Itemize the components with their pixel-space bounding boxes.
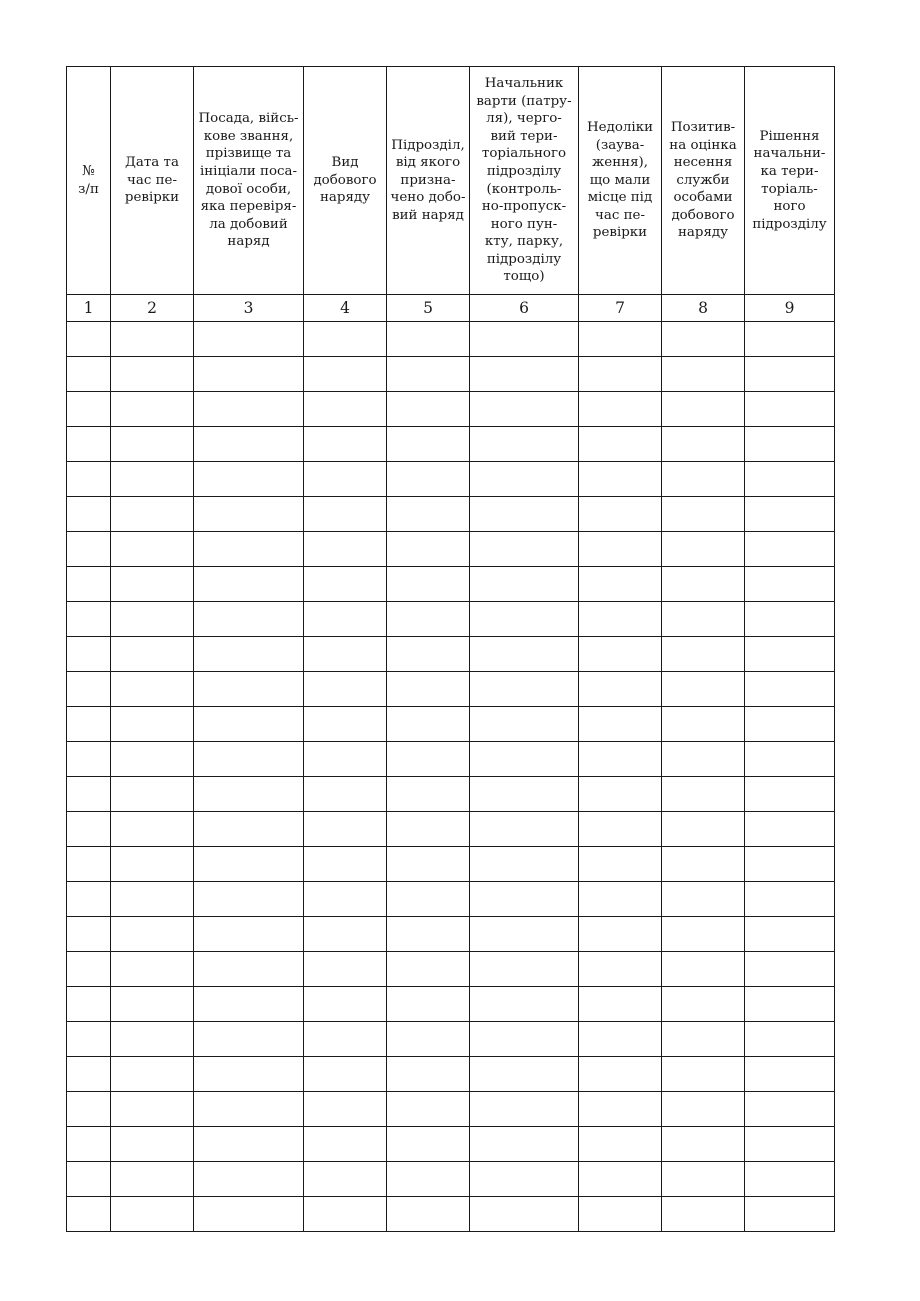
empty-entry-cell <box>111 812 194 847</box>
table-row <box>67 882 835 917</box>
empty-entry-cell <box>579 1057 662 1092</box>
empty-entry-cell <box>579 322 662 357</box>
empty-entry-cell <box>579 917 662 952</box>
empty-entry-cell <box>470 637 579 672</box>
header-cell-serial-number <box>67 67 111 295</box>
empty-entry-cell <box>745 637 835 672</box>
empty-entry-cell <box>194 462 304 497</box>
empty-entry-cell <box>470 427 579 462</box>
empty-entry-cell <box>111 1162 194 1197</box>
empty-entry-cell <box>194 707 304 742</box>
empty-entry-cell <box>470 1162 579 1197</box>
empty-entry-cell <box>470 1057 579 1092</box>
empty-entry-cell <box>67 742 111 777</box>
empty-entry-cell <box>111 917 194 952</box>
empty-entry-cell <box>387 427 470 462</box>
empty-entry-cell <box>67 637 111 672</box>
empty-entry-cell <box>67 1197 111 1232</box>
table-row <box>67 1197 835 1232</box>
empty-entry-cell <box>194 1162 304 1197</box>
header-cell-decision <box>745 67 835 295</box>
empty-entry-cell <box>662 532 745 567</box>
header-label: Вид добового наряду <box>313 155 377 206</box>
empty-entry-cell <box>67 1057 111 1092</box>
empty-entry-cell <box>470 357 579 392</box>
column-number: 3 <box>194 295 304 322</box>
column-number: 5 <box>387 295 470 322</box>
empty-entry-cell <box>111 322 194 357</box>
empty-entry-cell <box>579 1197 662 1232</box>
empty-entry-cell <box>745 742 835 777</box>
table-row <box>67 567 835 602</box>
header-label: Начальник варти (патру- ля), черго- вий тери- торіального підрозділу (контроль- но-пропуск- ного пун- кту, парку, підрозділу тощо) <box>476 75 572 285</box>
empty-entry-cell <box>304 1162 387 1197</box>
empty-entry-cell <box>745 777 835 812</box>
header-label: Недоліки (заува- ження), що мали місце під час пе- ревірки <box>587 119 653 241</box>
empty-entry-cell <box>304 1057 387 1092</box>
empty-entry-cell <box>662 882 745 917</box>
empty-entry-cell <box>304 602 387 637</box>
table-row <box>67 1127 835 1162</box>
table-row <box>67 497 835 532</box>
empty-entry-cell <box>745 952 835 987</box>
empty-entry-cell <box>194 1127 304 1162</box>
empty-entry-cell <box>304 322 387 357</box>
empty-entry-cell <box>67 322 111 357</box>
empty-entry-cell <box>579 357 662 392</box>
empty-entry-cell <box>745 1127 835 1162</box>
empty-entry-cell <box>304 987 387 1022</box>
empty-entry-cell <box>304 707 387 742</box>
empty-entry-cell <box>387 882 470 917</box>
empty-entry-cell <box>194 777 304 812</box>
empty-entry-cell <box>579 882 662 917</box>
empty-entry-cell <box>745 602 835 637</box>
empty-entry-cell <box>304 952 387 987</box>
empty-entry-cell <box>304 357 387 392</box>
empty-entry-cell <box>662 1057 745 1092</box>
empty-entry-cell <box>745 357 835 392</box>
empty-entry-cell <box>662 322 745 357</box>
empty-entry-cell <box>194 1022 304 1057</box>
column-number-row <box>67 295 835 322</box>
empty-entry-cell <box>470 847 579 882</box>
empty-entry-cell <box>304 742 387 777</box>
empty-entry-cell <box>745 672 835 707</box>
empty-entry-cell <box>67 357 111 392</box>
table-row <box>67 392 835 427</box>
column-number: 6 <box>470 295 579 322</box>
empty-entry-cell <box>662 952 745 987</box>
header-cell-unit <box>387 67 470 295</box>
empty-entry-cell <box>745 1057 835 1092</box>
column-number: 9 <box>745 295 835 322</box>
empty-entry-cell <box>67 882 111 917</box>
header-cell-guard-chief <box>470 67 579 295</box>
empty-entry-cell <box>111 1197 194 1232</box>
empty-entry-cell <box>304 882 387 917</box>
table-row <box>67 987 835 1022</box>
empty-entry-cell <box>745 707 835 742</box>
empty-entry-cell <box>470 567 579 602</box>
header-label: Дата та час пе- ревірки <box>124 155 180 206</box>
header-label: Позитив- на оцінка несення служби особами добового наряду <box>669 119 737 241</box>
empty-entry-cell <box>470 742 579 777</box>
empty-entry-cell <box>745 812 835 847</box>
empty-entry-cell <box>470 917 579 952</box>
empty-entry-cell <box>304 1092 387 1127</box>
empty-entry-cell <box>304 1127 387 1162</box>
empty-entry-cell <box>662 637 745 672</box>
empty-entry-cell <box>67 532 111 567</box>
empty-entry-cell <box>387 987 470 1022</box>
empty-entry-cell <box>387 777 470 812</box>
empty-entry-cell <box>745 917 835 952</box>
empty-entry-cell <box>67 567 111 602</box>
table-row <box>67 427 835 462</box>
empty-entry-cell <box>111 357 194 392</box>
empty-entry-cell <box>387 1022 470 1057</box>
empty-entry-cell <box>662 462 745 497</box>
empty-entry-cell <box>662 707 745 742</box>
empty-entry-cell <box>111 637 194 672</box>
empty-entry-cell <box>67 812 111 847</box>
empty-entry-cell <box>304 497 387 532</box>
empty-entry-cell <box>387 847 470 882</box>
table-row <box>67 1162 835 1197</box>
table-row <box>67 742 835 777</box>
empty-entry-cell <box>387 742 470 777</box>
empty-entry-cell <box>67 1127 111 1162</box>
empty-entry-cell <box>579 637 662 672</box>
empty-entry-cell <box>111 742 194 777</box>
empty-entry-cell <box>194 532 304 567</box>
empty-entry-cell <box>194 987 304 1022</box>
column-number: 4 <box>304 295 387 322</box>
empty-entry-cell <box>745 1092 835 1127</box>
empty-entry-cell <box>387 637 470 672</box>
empty-entry-cell <box>662 812 745 847</box>
empty-entry-cell <box>67 462 111 497</box>
empty-entry-cell <box>67 1092 111 1127</box>
empty-entry-cell <box>745 1197 835 1232</box>
empty-entry-cell <box>470 532 579 567</box>
table-row <box>67 532 835 567</box>
empty-entry-cell <box>111 567 194 602</box>
header-row <box>67 67 835 295</box>
empty-entry-cell <box>111 427 194 462</box>
empty-entry-cell <box>579 707 662 742</box>
empty-entry-cell <box>111 462 194 497</box>
empty-entry-cell <box>579 602 662 637</box>
empty-entry-cell <box>194 637 304 672</box>
empty-entry-cell <box>111 707 194 742</box>
empty-entry-cell <box>304 567 387 602</box>
column-number: 7 <box>579 295 662 322</box>
table-row <box>67 637 835 672</box>
column-number: 8 <box>662 295 745 322</box>
empty-entry-cell <box>745 532 835 567</box>
empty-entry-cell <box>579 567 662 602</box>
empty-entry-cell <box>579 672 662 707</box>
empty-entry-cell <box>387 357 470 392</box>
empty-entry-cell <box>111 882 194 917</box>
header-cell-inspector <box>194 67 304 295</box>
empty-entry-cell <box>470 1092 579 1127</box>
table-row <box>67 812 835 847</box>
empty-entry-cell <box>470 777 579 812</box>
empty-entry-cell <box>745 567 835 602</box>
empty-entry-cell <box>111 1127 194 1162</box>
table-row <box>67 322 835 357</box>
empty-entry-cell <box>387 707 470 742</box>
inspection-journal-table <box>66 66 835 1232</box>
empty-entry-cell <box>387 812 470 847</box>
empty-entry-cell <box>579 742 662 777</box>
table-row <box>67 917 835 952</box>
empty-entry-cell <box>67 917 111 952</box>
empty-entry-cell <box>111 777 194 812</box>
empty-entry-cell <box>111 1092 194 1127</box>
empty-entry-cell <box>579 777 662 812</box>
empty-entry-cell <box>470 882 579 917</box>
empty-entry-cell <box>470 497 579 532</box>
empty-entry-cell <box>662 567 745 602</box>
empty-entry-cell <box>194 392 304 427</box>
empty-entry-cell <box>194 567 304 602</box>
table-row <box>67 1057 835 1092</box>
empty-entry-cell <box>304 917 387 952</box>
empty-entry-cell <box>304 427 387 462</box>
empty-entry-cell <box>745 847 835 882</box>
empty-entry-cell <box>662 427 745 462</box>
empty-entry-cell <box>304 637 387 672</box>
empty-entry-cell <box>579 532 662 567</box>
empty-entry-cell <box>67 1162 111 1197</box>
table-row <box>67 602 835 637</box>
empty-entry-cell <box>662 1127 745 1162</box>
header-cell-positive-assessment <box>662 67 745 295</box>
table-row <box>67 672 835 707</box>
empty-entry-cell <box>67 392 111 427</box>
table-row <box>67 462 835 497</box>
empty-entry-cell <box>194 427 304 462</box>
empty-entry-cell <box>304 777 387 812</box>
empty-entry-cell <box>662 357 745 392</box>
empty-entry-cell <box>662 497 745 532</box>
table-row <box>67 707 835 742</box>
empty-entry-cell <box>304 392 387 427</box>
empty-entry-cell <box>194 917 304 952</box>
empty-entry-cell <box>662 1162 745 1197</box>
empty-entry-cell <box>579 1162 662 1197</box>
empty-entry-cell <box>579 1127 662 1162</box>
empty-entry-cell <box>662 1197 745 1232</box>
empty-entry-cell <box>579 392 662 427</box>
empty-entry-cell <box>194 812 304 847</box>
table-row <box>67 1092 835 1127</box>
header-label: № з/п <box>78 163 99 197</box>
empty-entry-cell <box>194 882 304 917</box>
empty-entry-cell <box>579 1092 662 1127</box>
empty-entry-cell <box>111 847 194 882</box>
empty-entry-cell <box>745 392 835 427</box>
empty-entry-cell <box>67 707 111 742</box>
empty-entry-cell <box>111 392 194 427</box>
empty-entry-cell <box>304 847 387 882</box>
empty-entry-cell <box>111 987 194 1022</box>
empty-entry-cell <box>579 427 662 462</box>
empty-entry-cell <box>387 532 470 567</box>
header-label: Підрозділ, від якого призна- чено добо- вий наряд <box>390 137 466 223</box>
empty-entry-cell <box>67 602 111 637</box>
empty-entry-cell <box>470 987 579 1022</box>
empty-entry-cell <box>470 1197 579 1232</box>
empty-entry-cell <box>745 1022 835 1057</box>
empty-entry-cell <box>67 952 111 987</box>
empty-entry-cell <box>579 1022 662 1057</box>
empty-entry-cell <box>662 1022 745 1057</box>
empty-entry-cell <box>67 987 111 1022</box>
empty-entry-cell <box>387 602 470 637</box>
empty-entry-cell <box>470 812 579 847</box>
empty-entry-cell <box>304 812 387 847</box>
empty-entry-cell <box>470 322 579 357</box>
empty-entry-cell <box>194 357 304 392</box>
header-label: Рішення начальни- ка тери- торіаль- ного підрозділу <box>752 128 827 232</box>
empty-entry-cell <box>387 1057 470 1092</box>
empty-entry-cell <box>67 777 111 812</box>
empty-entry-cell <box>387 497 470 532</box>
empty-entry-cell <box>194 602 304 637</box>
empty-entry-cell <box>745 322 835 357</box>
empty-entry-cell <box>745 497 835 532</box>
empty-entry-cell <box>387 567 470 602</box>
header-label: Посада, війсь- кове звання, прізвище та ініціали поса- дової особи, яка перевіря- ла добовий наряд <box>198 111 299 250</box>
empty-entry-cell <box>111 497 194 532</box>
empty-entry-cell <box>67 847 111 882</box>
table-row <box>67 777 835 812</box>
empty-entry-cell <box>745 462 835 497</box>
empty-entry-cell <box>387 1092 470 1127</box>
empty-entry-cell <box>662 392 745 427</box>
empty-entry-cell <box>304 1197 387 1232</box>
table-row <box>67 952 835 987</box>
empty-entry-cell <box>470 392 579 427</box>
empty-entry-cell <box>387 1162 470 1197</box>
empty-entry-cell <box>67 1022 111 1057</box>
empty-entry-cell <box>387 322 470 357</box>
empty-entry-cell <box>579 497 662 532</box>
empty-entry-cell <box>387 392 470 427</box>
empty-entry-cell <box>111 1057 194 1092</box>
empty-entry-cell <box>304 1022 387 1057</box>
empty-entry-cell <box>387 952 470 987</box>
empty-entry-cell <box>745 427 835 462</box>
empty-entry-cell <box>579 847 662 882</box>
empty-entry-cell <box>662 987 745 1022</box>
empty-entry-cell <box>387 1127 470 1162</box>
table-row <box>67 1022 835 1057</box>
empty-entry-cell <box>662 742 745 777</box>
header-cell-inspection-date <box>111 67 194 295</box>
empty-entry-cell <box>470 462 579 497</box>
empty-entry-cell <box>662 1092 745 1127</box>
empty-entry-cell <box>387 672 470 707</box>
empty-entry-cell <box>662 847 745 882</box>
empty-entry-cell <box>304 462 387 497</box>
empty-entry-cell <box>304 532 387 567</box>
empty-entry-cell <box>111 602 194 637</box>
empty-entry-cell <box>387 1197 470 1232</box>
empty-entry-cell <box>67 497 111 532</box>
empty-entry-cell <box>194 1057 304 1092</box>
empty-entry-cell <box>662 602 745 637</box>
empty-entry-cell <box>304 672 387 707</box>
column-number: 2 <box>111 295 194 322</box>
journal-page <box>66 66 834 1232</box>
empty-entry-cell <box>387 917 470 952</box>
empty-entry-cell <box>470 707 579 742</box>
header-cell-duty-type <box>304 67 387 295</box>
column-number: 1 <box>67 295 111 322</box>
empty-entry-cell <box>194 1197 304 1232</box>
empty-entry-cell <box>111 672 194 707</box>
empty-entry-cell <box>194 742 304 777</box>
empty-entry-cell <box>111 952 194 987</box>
table-row <box>67 357 835 392</box>
empty-entry-cell <box>194 847 304 882</box>
empty-entry-cell <box>194 497 304 532</box>
empty-entry-cell <box>470 602 579 637</box>
empty-entry-cell <box>662 917 745 952</box>
empty-entry-cell <box>745 1162 835 1197</box>
empty-entry-cell <box>745 882 835 917</box>
empty-entry-cell <box>470 672 579 707</box>
table-row <box>67 847 835 882</box>
empty-entry-cell <box>67 427 111 462</box>
empty-entry-cell <box>67 672 111 707</box>
journal-entries <box>67 322 835 1232</box>
empty-entry-cell <box>579 987 662 1022</box>
empty-entry-cell <box>194 952 304 987</box>
empty-entry-cell <box>470 1022 579 1057</box>
empty-entry-cell <box>194 1092 304 1127</box>
empty-entry-cell <box>745 987 835 1022</box>
empty-entry-cell <box>194 672 304 707</box>
empty-entry-cell <box>579 812 662 847</box>
empty-entry-cell <box>579 462 662 497</box>
empty-entry-cell <box>387 462 470 497</box>
empty-entry-cell <box>470 1127 579 1162</box>
empty-entry-cell <box>194 322 304 357</box>
empty-entry-cell <box>470 952 579 987</box>
empty-entry-cell <box>111 1022 194 1057</box>
empty-entry-cell <box>579 952 662 987</box>
header-cell-shortcomings <box>579 67 662 295</box>
empty-entry-cell <box>662 777 745 812</box>
empty-entry-cell <box>111 532 194 567</box>
empty-entry-cell <box>662 672 745 707</box>
